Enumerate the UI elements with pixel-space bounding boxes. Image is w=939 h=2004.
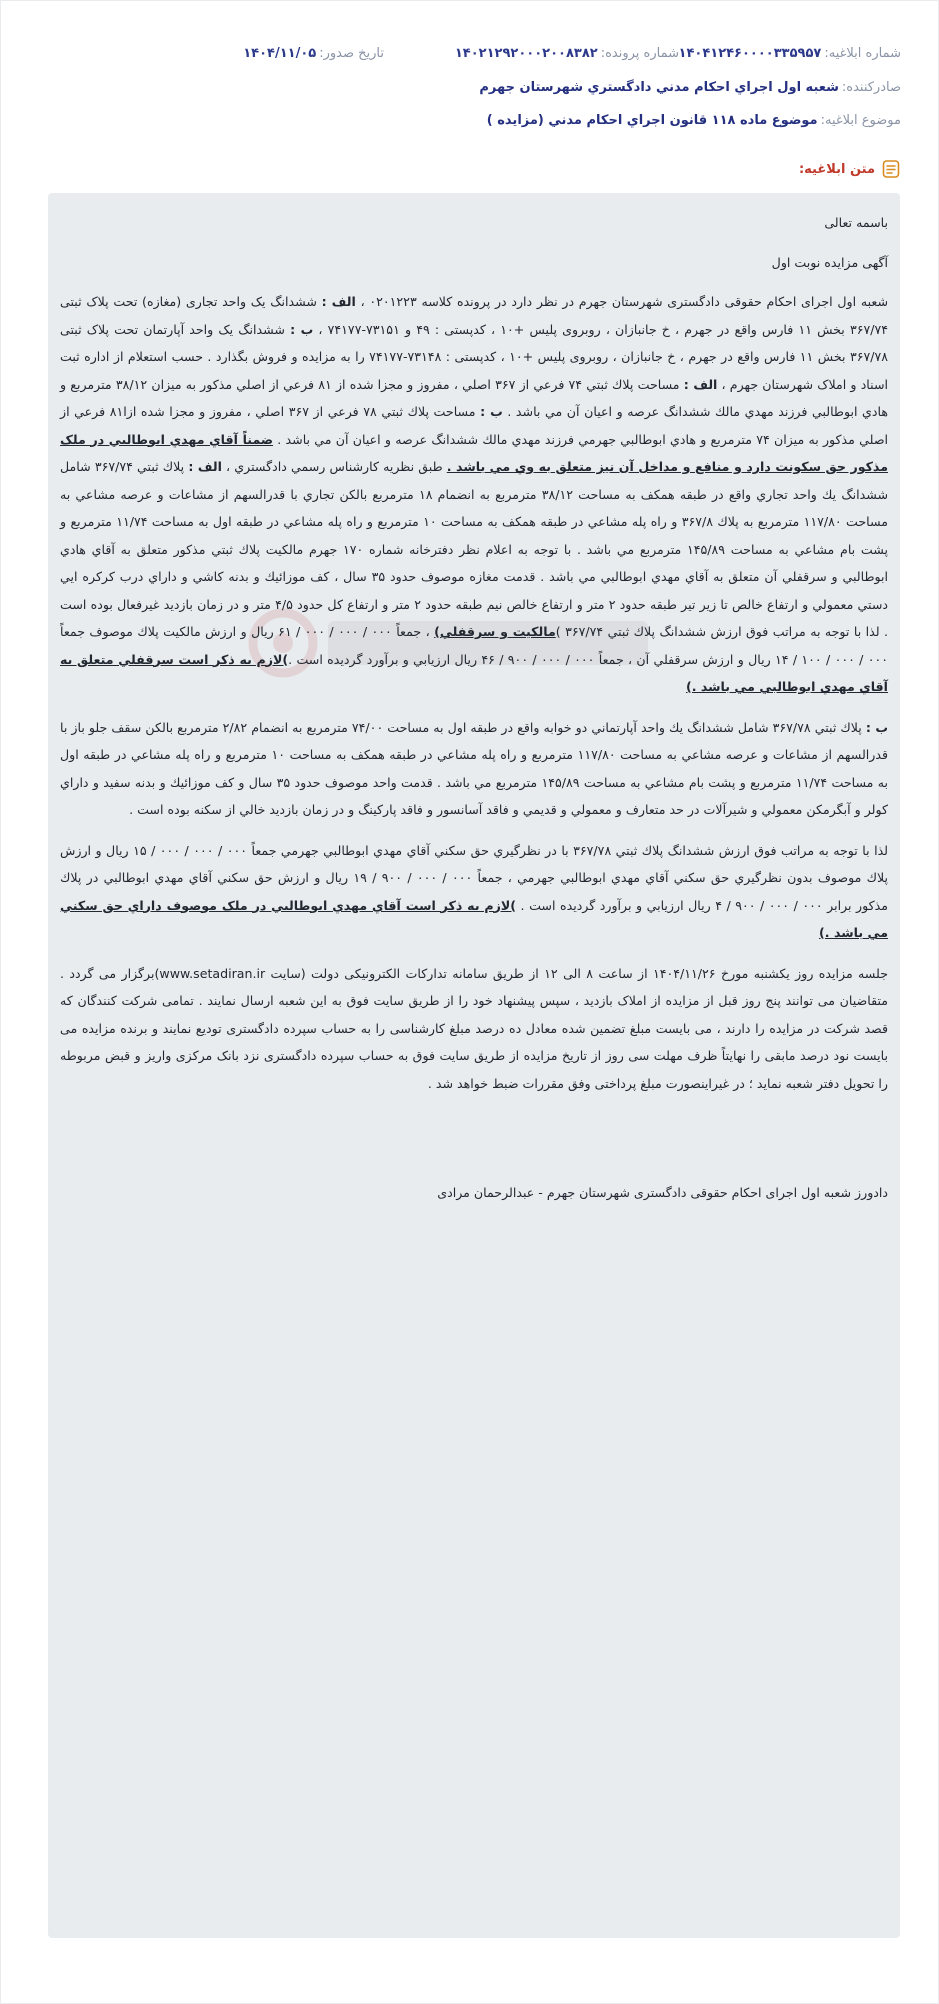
text-run: الف : xyxy=(321,294,356,309)
text-run: ششدانگ یک واحد تجاری (مغازه) تحت پلاک ثبتی ۳۶۷/۷۴ بخش ۱۱ فارس واقع در جهرم ، خ جانبازان ، روبروی پلیس +۱۰ ، کدپستی : ۴۹ و ۷۳۱۵۱-۷۴۱۷۷ ، xyxy=(60,294,889,337)
paragraph-2 xyxy=(60,714,888,824)
signature-line: دادورز شعبه اول اجرای احکام حقوقی دادگستری شهرستان جهرم - عبدالرحمان مرادی xyxy=(437,1185,888,1200)
subject-label: موضوع ابلاغیه: xyxy=(820,113,901,128)
text-run: )لازم به ذكر است سرقفلي متعلق به آقاي مهدي ابوطالبي مي باشد .) xyxy=(60,651,888,694)
notice-body xyxy=(60,209,888,1110)
header-row-numbers xyxy=(38,46,901,61)
document-text-icon xyxy=(881,159,901,179)
paragraph-1 xyxy=(60,288,888,701)
issue-date xyxy=(243,46,384,61)
subject-row xyxy=(38,113,901,128)
text-run: پلاك ثبتي ۳۶۷/۷۸ شامل ششدانگ يك واحد آپارتماني دو خوابه واقع در طبقه اول به مساحت ۷۴/۰۰ مترمربع به انضمام ۲/۸۲ مترمربع بالكن سقف جلو باز با قدرالسهم از مشاعات و عرصه مشاعي به مساحت ۱۱۷/۸۰ مترمربع و راه پله مشاعي در طبقه همكف به مساحت ۱۰ مترمربع و راه پله مشاعي در طبقه اول به مساحت ۱۱/۷۴ مترمربع و پشت بام مشاعي به مساحت ۱۴۵/۸۹ مترمربع مي باشد . قدمت واحد موصوف حدود ۳۵ سال و كف موزائيك و بدنه سفيد و داراي كولر و آبگرمكن معمولي و شيرآلات در حد متعارف و معمولي و قديمي و فاقد آسانسور و فاقد پاركينگ و در زمان بازديد خالي از سكنه بوده است . xyxy=(60,719,888,817)
paragraph-4 xyxy=(60,960,888,1098)
notice-number-label: شماره ابلاغیه: xyxy=(824,46,901,61)
text-run: شعبه اول اجرای احکام حقوقی دادگستری شهرستان جهرم در نظر دارد در پرونده کلاسه ۰۲۰۱۲۲۳ ، xyxy=(355,294,888,309)
notice-number xyxy=(679,46,901,61)
text-run: ب : xyxy=(290,321,314,337)
text-run: لذا با توجه به مراتب فوق ارزش ششدانگ پلاك ثبتي ۳۶۷/۷۸ با در نظرگيري حق سكني آقاي مهدي ابوطالبي جهرمي جمعاً ۰۰۰ / ۰۰۰ / ۰۰۰ / ۱۵ ريال و ارزش پلاك موصوف بدون نظرگيري حق سكني آقاي مهدي ابوطالبي جهرمي ، جمعاً ۰۰۰ / ۰۰۰ / ۹۰۰ / ۱۹ ريال و ارزش حق سكني آقاي مهدي ابوطالبي در پلاك مذكور برابر ۰۰۰ / ۰۰۰ / ۹۰۰ / ۴ ريال ارزيابي و برآورد گرديده است . xyxy=(60,842,889,913)
text-run: ب : xyxy=(865,719,889,735)
issue-date-label: تاریخ صدور: xyxy=(319,46,384,61)
paragraph-3 xyxy=(60,837,888,947)
text-run: مالكيت و سرقفلي) xyxy=(434,624,556,639)
text-run: ضمناً آقاي مهدي ابوطالبي در ملک مذكور حق سكونت دارد و منافع و مداخل آن نيز متعلق به وي مي باشد . xyxy=(60,431,888,474)
case-number-label: شماره پرونده: xyxy=(600,46,679,61)
notice-text-title: متن ابلاغیه: xyxy=(798,161,875,177)
issuer-label: صادرکننده: xyxy=(841,80,901,95)
case-number xyxy=(384,46,679,61)
subject-value: موضوع ماده ۱۱۸ قانون اجراي احكام مدني (مزايده ) xyxy=(486,113,818,128)
text-run: پلاك ثبتي ۳۶۷/۷۴ شامل ششدانگ يك واحد تجاري واقع در طبقه همكف به مساحت ۳۸/۱۲ مترمربع به انضمام ۱۸ مترمربع بالكن تجاري با قدرالسهم از مشاعات و عرصه مشاعي به مساحت ۱۱۷/۸۰ مترمربع به پلاك ۳۶۷/۸ و راه پله مشاعي در طبقه همكف به مساحت ۱۰ مترمربع و راه پله مشاعي در طبقه اول به مساحت ۱۱/۷۴ مترمربع و پشت بام مشاعي به مساحت ۱۴۵/۸۹ مترمربع مي باشد . با توجه به اعلام نظر دفترخانه شماره ۱۷۰ جهرم مالكيت پلاك ثبتي مذكور متعلق به آقاي هادي ابوطالبي و سرقفلي آن متعلق به آقاي مهدي ابوطالبي مي باشد . قدمت مغازه موصوف حدود ۳۵ سال ، كف موزائيك و بدنه كاشي و داراي درب كركره ايي دستي معمولي و ارتفاع خالص تا زير تير طبقه حدود ۲ متر و ارتفاع خالص نيم طبقه حدود ۲ متر و ارتفاع كل حدود ۴/۵ متر و در زمان بازديد غيرفعال بوده است . لذا با توجه به مراتب فوق ارزش ششدانگ پلاك ثبتي ۳۶۷/۷۴ ) xyxy=(60,459,889,639)
text-run: ، جمعاً ۰۰۰ / ۰۰۰ / ۰۰۰ / ۶۱ ريال و ارزش مالكيت پلاك موصوف جمعاً ۰۰۰ / ۰۰۰ / ۱۰۰ / ۱۴ ريال و ارزش سرقفلي آن ، جمعاً ۰۰۰ / ۰۰۰ / ۹۰۰ / ۴۶ ريال ارزيابي و برآورد گرديده است . xyxy=(60,624,889,667)
auction-heading: آگهی مزایده نوبت اول xyxy=(771,254,888,270)
text-run: الف : xyxy=(188,459,222,474)
text-run: مساحت پلاك ثبتي ۷۴ فرعي از ۳۶۷ اصلي ، مفروز و مجزا شده از ۸۱ فرعي از اصلي مذكور به ميزان ۳۸/۱۲ مترمربع و هادي ابوطالبي فرزند مهدي مالك ششدانگ عرصه و اعيان آن مي باشد . xyxy=(60,376,888,419)
greeting-line: باسمه تعالی xyxy=(824,215,888,230)
text-run: طبق نظريه كارشناس رسمي دادگستري ، xyxy=(221,459,447,474)
text-run: الف : xyxy=(683,376,718,392)
issuer-row xyxy=(38,80,901,95)
case-number-value: ۱۴۰۲۱۲۹۲۰۰۰۲۰۰۸۳۸۲ xyxy=(454,46,598,61)
notice-number-value: ۱۴۰۴۱۲۴۶۰۰۰۰۳۳۵۹۵۷ xyxy=(678,46,822,61)
text-run: ششدانگ یک واحد آپارتمان تحت پلاک ثبتی ۳۶۷/۷۸ بخش ۱۱ فارس واقع در جهرم ، خ جانبازان ، روبروی پلیس +۱۰ ، کدپستی : ۷۳۱۴۸-۷۴۱۷۷ را به مزایده و فروش بگذارد . حسب استعلام از اداره ثبت اسناد و املاک شهرستان جهرم ، xyxy=(60,321,889,392)
text-run: ب : xyxy=(480,404,503,419)
issuer-value: شعبه اول اجراي احكام مدني دادگستري شهرستان جهرم xyxy=(479,80,839,95)
notice-text-heading xyxy=(799,159,901,179)
text-run: )لازم به ذكر است آقاي مهدي ابوطالبي در ملک موصوف داراي حق سكني مي باشد .) xyxy=(60,897,888,940)
text-run: مساحت پلاك ثبتي ۷۸ فرعي از ۳۶۷ اصلي ، مفروز و مجزا شده ازا۸۱ فرعي از اصلي مذكور به ميزان ۷۴ مترمربع و هادي ابوطالبي جهرمي فرزند مهدي مالك ششدانگ عرصه و اعيان آن مي باشد . xyxy=(60,404,889,447)
issue-date-value: ۱۴۰۴/۱۱/۰۵ xyxy=(243,46,317,61)
text-run: جلسه مزایده روز یکشنبه مورخ ۱۴۰۴/۱۱/۲۶ از ساعت ۸ الی ۱۲ از طریق سامانه تدارکات الکترونیکی دولت (سایت www.setadiran.ir)برگزار می گردد . متقاضیان می توانند پنج روز قبل از مزایده از املاک بازدید ، سپس پیشنهاد خود را از طریق سایت فوق به این شعبه ارسال نمایند . تمامی شرکت کنندگان که قصد شرکت در مزایده را دارند ، می بایست مبلغ تضمین شده معادل ده درصد مبلغ کارشناسی را به حساب سپرده دادگستری تودیع نمایند و برنده مزایده می بایست نود درصد مابقی را نهایتاً ظرف مهلت سی روز از تاریخ مزایده از طریق سایت فوق به حساب سپرده دادگستری نزد بانک مرکزی واریز و قبض مربوطه را تحویل دفتر شعبه نماید ؛ در غیراینصورت مبلغ پرداختی وفق مقررات ضبط خواهد شد . xyxy=(60,965,888,1091)
notice-content-box xyxy=(48,193,900,1938)
